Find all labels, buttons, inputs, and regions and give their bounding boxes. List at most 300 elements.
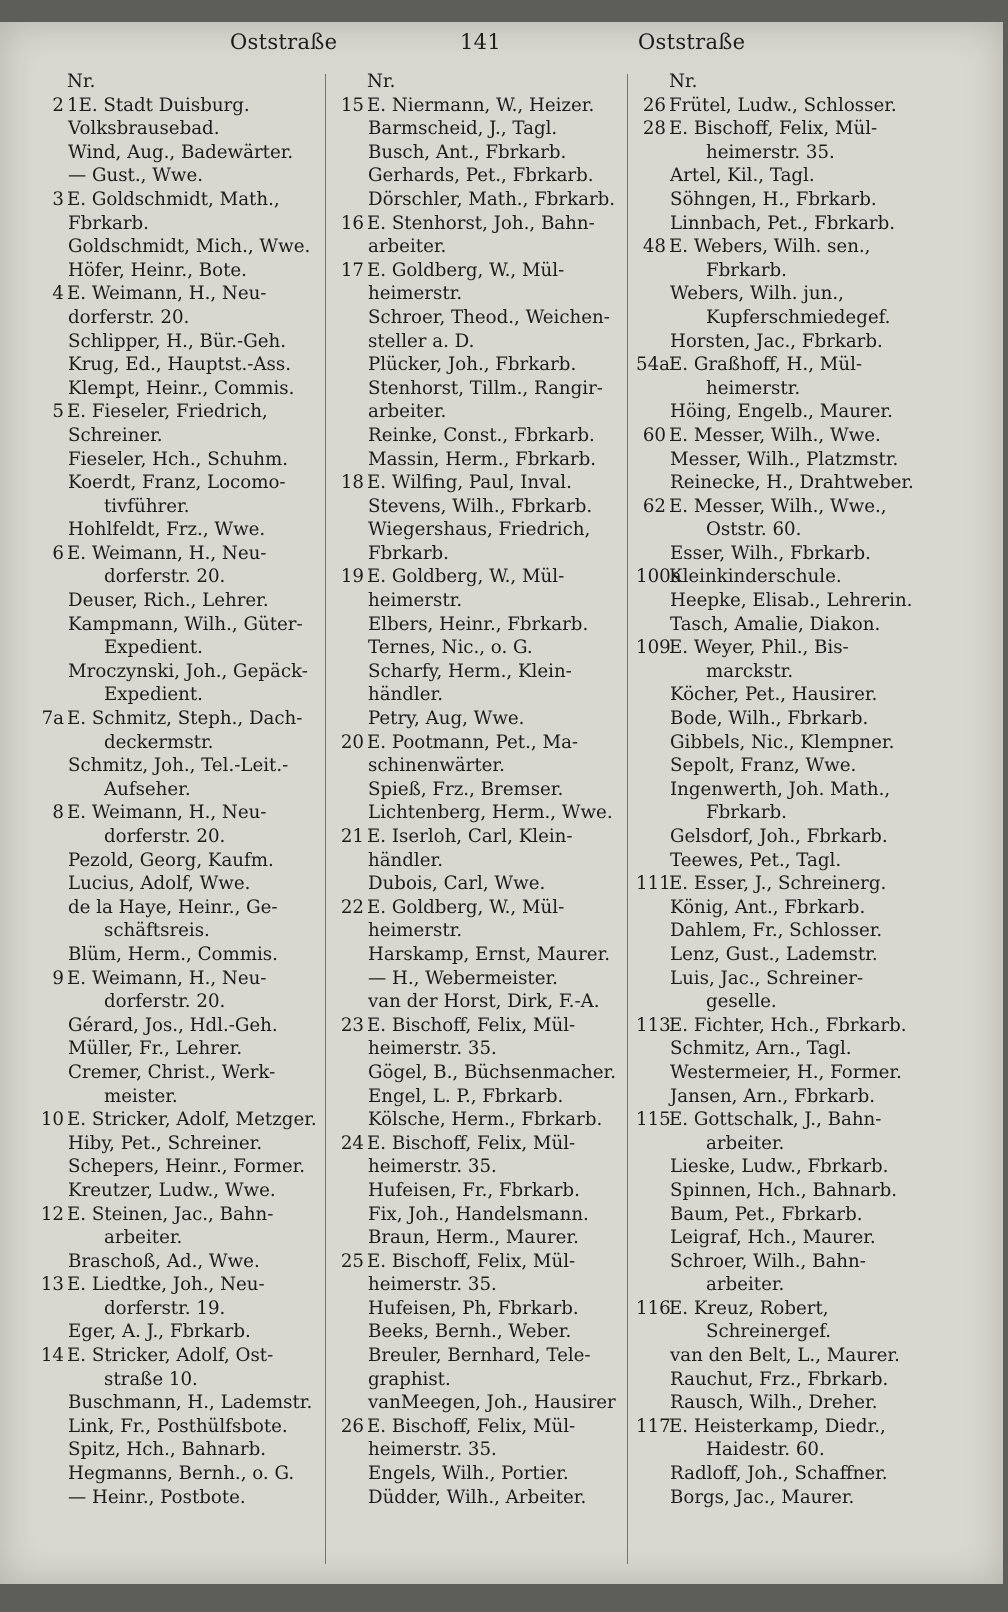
directory-line bbox=[34, 306, 324, 330]
entry-text: Dörschler, Math., Fbrkarb. bbox=[368, 188, 616, 210]
house-number: 12 bbox=[40, 1203, 64, 1225]
directory-line bbox=[34, 353, 324, 377]
entry-text: Beeks, Bernh., Weber. bbox=[368, 1321, 572, 1343]
entry-text: E. Messer, Wilh., Wwe. bbox=[669, 424, 881, 446]
entry-text: Plücker, Joh., Fbrkarb. bbox=[368, 354, 577, 376]
directory-line bbox=[334, 967, 624, 991]
entry-text: dorferstr. 20. bbox=[104, 826, 226, 847]
entry-text: Buschmann, H., Lademstr. bbox=[68, 1392, 313, 1414]
directory-line bbox=[34, 400, 324, 424]
entry-text: Dahlem, Fr., Schlosser. bbox=[670, 920, 883, 942]
directory-line bbox=[34, 660, 324, 684]
entry-text: Nr. bbox=[367, 71, 396, 92]
directory-line bbox=[636, 94, 926, 118]
directory-line bbox=[34, 1061, 324, 1085]
house-number: 62 bbox=[642, 495, 666, 517]
entry-text: Scharfy, Herm., Klein- bbox=[368, 660, 572, 682]
directory-line bbox=[334, 1368, 624, 1392]
directory-line bbox=[334, 589, 624, 613]
entry-text: Klempt, Heinr., Commis. bbox=[68, 377, 295, 399]
entry-text: E. Stricker, Adolf, Ost- bbox=[67, 1345, 274, 1367]
entry-text: Sepolt, Franz, Wwe. bbox=[670, 755, 857, 777]
entry-text: Kampmann, Wilh., Güter- bbox=[68, 613, 303, 635]
header-street-left: Oststraße bbox=[230, 30, 338, 54]
entry-text: E. Weimann, H., Neu- bbox=[67, 802, 267, 824]
directory-line bbox=[34, 1226, 324, 1250]
page-number: 141 bbox=[460, 30, 501, 54]
entry-text: E. Kreuz, Robert, bbox=[669, 1297, 829, 1319]
house-number: 3 bbox=[52, 188, 64, 210]
entry-text: E. Stenhorst, Joh., Bahn- bbox=[367, 212, 595, 234]
directory-line bbox=[34, 1320, 324, 1344]
directory-line bbox=[334, 1438, 624, 1462]
directory-line bbox=[334, 1297, 624, 1321]
entry-text: arbeiter. bbox=[368, 401, 447, 423]
directory-line bbox=[34, 282, 324, 306]
directory-line bbox=[636, 1438, 926, 1462]
directory-line bbox=[636, 589, 926, 613]
entry-text: Schreinergef. bbox=[706, 1321, 832, 1343]
directory-line bbox=[636, 990, 926, 1014]
entry-text: Braschoß, Ad., Wwe. bbox=[68, 1250, 260, 1272]
entry-text: Massin, Herm., Fbrkarb. bbox=[368, 448, 597, 470]
directory-line bbox=[334, 778, 624, 802]
directory-line bbox=[334, 1462, 624, 1486]
entry-text: Bode, Wilh., Fbrkarb. bbox=[670, 708, 869, 730]
directory-line bbox=[636, 707, 926, 731]
entry-text: E. Graßhoff, H., Mül- bbox=[669, 354, 863, 376]
directory-line bbox=[334, 1085, 624, 1109]
entry-text: Hohlfeldt, Frz., Wwe. bbox=[68, 519, 266, 541]
entry-text: Schlipper, H., Bür.-Geh. bbox=[68, 330, 286, 352]
entry-text: E. Weimann, H., Neu- bbox=[67, 967, 267, 989]
directory-line bbox=[334, 872, 624, 896]
directory-line bbox=[636, 141, 926, 165]
entry-text: Söhngen, H., Fbrkarb. bbox=[670, 188, 877, 210]
directory-line bbox=[636, 1320, 926, 1344]
entry-text: heimerstr. 35. bbox=[368, 1439, 497, 1461]
entry-text: Lieske, Ludw., Fbrkarb. bbox=[670, 1156, 889, 1178]
directory-line bbox=[34, 117, 324, 141]
directory-line bbox=[334, 471, 624, 495]
house-number: 22 bbox=[340, 896, 364, 918]
directory-line bbox=[334, 754, 624, 778]
directory-line bbox=[636, 919, 926, 943]
entry-text: E. Gottschalk, J., Bahn- bbox=[669, 1109, 882, 1131]
directory-line bbox=[636, 235, 926, 259]
entry-text: E. Goldberg, W., Mül- bbox=[367, 566, 565, 588]
entry-text: Heepke, Elisab., Lehrerin. bbox=[670, 590, 913, 612]
entry-text: Lenz, Gust., Lademstr. bbox=[670, 943, 878, 965]
house-number: 60 bbox=[642, 424, 666, 446]
entry-text: E. Goldberg, W., Mül- bbox=[367, 259, 565, 281]
directory-line bbox=[636, 1344, 926, 1368]
entry-text: Fbrkarb. bbox=[706, 259, 787, 281]
entry-text: E. Schmitz, Steph., Dach- bbox=[67, 708, 303, 730]
house-number: 48 bbox=[642, 236, 666, 258]
entry-text: Braun, Herm., Maurer. bbox=[368, 1227, 579, 1249]
directory-line bbox=[636, 1061, 926, 1085]
column-3 bbox=[636, 70, 926, 1509]
entry-text: E. Heisterkamp, Diedr., bbox=[669, 1415, 886, 1437]
entry-text: Borgs, Jac., Maurer. bbox=[670, 1486, 855, 1508]
entry-text: E. Pootmann, Pet., Ma- bbox=[367, 731, 579, 753]
entry-text: Lichtenberg, Herm., Wwe. bbox=[368, 802, 613, 824]
entry-text: E. Liedtke, Joh., Neu- bbox=[67, 1274, 265, 1296]
entry-text: Nr. bbox=[669, 71, 698, 92]
entry-text: händler. bbox=[368, 849, 443, 871]
directory-line bbox=[34, 1250, 324, 1274]
directory-line bbox=[34, 1368, 324, 1392]
entry-text: heimerstr. 35. bbox=[368, 1274, 497, 1296]
directory-line bbox=[636, 801, 926, 825]
house-number: 26 bbox=[642, 94, 666, 116]
entry-text: Engel, L. P., Fbrkarb. bbox=[368, 1085, 564, 1107]
entry-text: Spieß, Frz., Bremser. bbox=[368, 778, 564, 800]
house-number: 100a bbox=[636, 566, 682, 588]
house-number: 21 bbox=[340, 826, 364, 847]
entry-text: Fieseler, Hch., Schuhm. bbox=[68, 448, 289, 470]
house-number: 116 bbox=[636, 1297, 671, 1319]
entry-text: heimerstr. bbox=[368, 590, 463, 612]
directory-line bbox=[34, 164, 324, 188]
directory-line bbox=[334, 636, 624, 660]
entry-text: Harskamp, Ernst, Maurer. bbox=[368, 943, 611, 965]
directory-line bbox=[34, 424, 324, 448]
directory-line bbox=[636, 1368, 926, 1392]
directory-line bbox=[34, 1085, 324, 1109]
entry-text: Reinecke, H., Drahtweber. bbox=[670, 472, 914, 494]
directory-line bbox=[334, 1155, 624, 1179]
entry-text: Expedient. bbox=[104, 684, 203, 706]
directory-line bbox=[34, 471, 324, 495]
directory-line bbox=[334, 212, 624, 236]
entry-text: E. Steinen, Jac., Bahn- bbox=[67, 1203, 274, 1225]
directory-line bbox=[34, 330, 324, 354]
entry-text: dorferstr. 20. bbox=[104, 566, 226, 588]
entry-text: E. Bischoff, Felix, Mül- bbox=[367, 1415, 576, 1437]
directory-line bbox=[334, 707, 624, 731]
entry-text: Gibbels, Nic., Klempner. bbox=[670, 731, 895, 753]
house-number: 19 bbox=[340, 566, 364, 588]
entry-text: Messer, Wilh., Platzmstr. bbox=[670, 448, 899, 470]
directory-line bbox=[334, 141, 624, 165]
house-number: 15 bbox=[340, 94, 364, 116]
directory-line bbox=[334, 660, 624, 684]
entry-text: Höfer, Heinr., Bote. bbox=[68, 259, 247, 281]
entry-text: schinenwärter. bbox=[368, 755, 505, 777]
entry-text: Ternes, Nic., o. G. bbox=[368, 637, 533, 659]
entry-text: E. Wilfing, Paul, Inval. bbox=[367, 472, 572, 494]
entry-text: arbeiter. bbox=[368, 236, 447, 258]
entry-text: Teewes, Pet., Tagl. bbox=[670, 849, 842, 871]
directory-line bbox=[334, 1415, 624, 1439]
house-number: 5 bbox=[52, 401, 64, 423]
directory-line bbox=[34, 1203, 324, 1227]
entry-text: Dubois, Carl, Wwe. bbox=[368, 873, 546, 895]
directory-line bbox=[34, 1415, 324, 1439]
directory-line bbox=[636, 542, 926, 566]
directory-line bbox=[636, 1179, 926, 1203]
header-street-right: Oststraße bbox=[638, 30, 746, 54]
entry-text: Hegmanns, Bernh., o. G. bbox=[68, 1463, 295, 1485]
directory-line bbox=[636, 353, 926, 377]
entry-text: Schepers, Heinr., Former. bbox=[68, 1156, 306, 1178]
entry-text: dorferstr. 20. bbox=[68, 306, 190, 328]
entry-text: Goldschmidt, Mich., Wwe. bbox=[68, 236, 311, 258]
entry-text: Baum, Pet., Fbrkarb. bbox=[670, 1203, 863, 1225]
directory-line bbox=[636, 1108, 926, 1132]
entry-text: Hufeisen, Fr., Fbrkarb. bbox=[368, 1179, 580, 1201]
entry-text: Mroczynski, Joh., Gepäck- bbox=[68, 660, 308, 682]
entry-text: van den Belt, L., Maurer. bbox=[670, 1345, 900, 1367]
entry-text: deckermstr. bbox=[104, 731, 214, 753]
directory-line bbox=[34, 967, 324, 991]
directory-line bbox=[34, 1179, 324, 1203]
entry-text: E. Messer, Wilh., Wwe., bbox=[669, 495, 887, 517]
directory-line bbox=[636, 943, 926, 967]
entry-text: Rausch, Wilh., Dreher. bbox=[670, 1392, 878, 1414]
directory-line bbox=[34, 1155, 324, 1179]
directory-line bbox=[334, 1320, 624, 1344]
entry-text: Link, Fr., Posthülfsbote. bbox=[68, 1415, 288, 1437]
house-number: 7a bbox=[41, 708, 64, 730]
directory-line bbox=[636, 188, 926, 212]
entry-text: E. Stricker, Adolf, Metzger. bbox=[67, 1109, 317, 1131]
directory-line bbox=[334, 424, 624, 448]
directory-line bbox=[334, 1391, 624, 1415]
directory-line bbox=[34, 1438, 324, 1462]
entry-text: Deuser, Rich., Lehrer. bbox=[68, 590, 269, 612]
directory-line bbox=[636, 117, 926, 141]
directory-line bbox=[636, 70, 926, 94]
house-number: 117 bbox=[636, 1415, 671, 1437]
entry-text: dorferstr. 20. bbox=[104, 991, 226, 1013]
directory-line bbox=[636, 1273, 926, 1297]
directory-line bbox=[34, 990, 324, 1014]
directory-line bbox=[636, 377, 926, 401]
directory-line bbox=[636, 731, 926, 755]
entry-text: Düdder, Wilh., Arbeiter. bbox=[368, 1486, 587, 1508]
directory-line bbox=[34, 94, 324, 118]
directory-line bbox=[34, 518, 324, 542]
entry-text: arbeiter. bbox=[706, 1132, 785, 1154]
directory-line bbox=[334, 990, 624, 1014]
house-number: 23 bbox=[340, 1014, 364, 1036]
entry-text: Webers, Wilh. jun., bbox=[670, 283, 844, 305]
entry-text: E. Goldschmidt, Math., bbox=[67, 188, 280, 210]
directory-line bbox=[34, 636, 324, 660]
directory-line bbox=[636, 1132, 926, 1156]
entry-text: Müller, Fr., Lehrer. bbox=[68, 1038, 243, 1060]
entry-text: Kölsche, Herm., Fbrkarb. bbox=[368, 1109, 603, 1131]
directory-line bbox=[334, 1250, 624, 1274]
directory-line bbox=[636, 1250, 926, 1274]
entry-text: van der Horst, Dirk, F.-A. bbox=[368, 991, 600, 1013]
house-number: 8 bbox=[52, 802, 64, 824]
directory-line bbox=[334, 518, 624, 542]
entry-text: Reinke, Const., Fbrkarb. bbox=[368, 424, 595, 446]
entry-text: König, Ant., Fbrkarb. bbox=[670, 896, 866, 918]
entry-text: — Gust., Wwe. bbox=[68, 165, 204, 187]
house-number: 18 bbox=[340, 472, 364, 494]
entry-text: E. Iserloh, Carl, Klein- bbox=[367, 826, 573, 847]
column-2 bbox=[334, 70, 624, 1509]
entry-text: marckstr. bbox=[706, 660, 794, 682]
entry-text: arbeiter. bbox=[706, 1274, 785, 1296]
entry-text: Kreutzer, Ludw., Wwe. bbox=[68, 1179, 276, 1201]
entry-text: E. Fichter, Hch., Fbrkarb. bbox=[669, 1014, 907, 1036]
directory-line bbox=[334, 565, 624, 589]
directory-line bbox=[34, 1132, 324, 1156]
entry-text: Hiby, Pet., Schreiner. bbox=[68, 1132, 263, 1154]
directory-line bbox=[334, 1203, 624, 1227]
house-number: 2 bbox=[52, 94, 64, 116]
directory-line bbox=[334, 306, 624, 330]
house-number: 109 bbox=[636, 637, 671, 659]
directory-line bbox=[636, 660, 926, 684]
entry-text: händler. bbox=[368, 684, 443, 706]
directory-line bbox=[636, 565, 926, 589]
entry-text: Wind, Aug., Badewärter. bbox=[68, 141, 294, 163]
entry-text: Hufeisen, Ph, Fbrkarb. bbox=[368, 1297, 579, 1319]
directory-line bbox=[636, 1155, 926, 1179]
directory-line bbox=[636, 448, 926, 472]
directory-line bbox=[34, 801, 324, 825]
directory-line bbox=[34, 1108, 324, 1132]
entry-text: Spitz, Hch., Bahnarb. bbox=[68, 1439, 267, 1461]
directory-line bbox=[34, 1486, 324, 1510]
directory-line bbox=[636, 1462, 926, 1486]
entry-text: dorferstr. 19. bbox=[104, 1297, 226, 1319]
entry-text: E. Bischoff, Felix, Mül- bbox=[367, 1014, 576, 1036]
directory-line bbox=[34, 1462, 324, 1486]
house-number: 113 bbox=[636, 1014, 671, 1036]
directory-line bbox=[636, 1014, 926, 1038]
entry-text: Höing, Engelb., Maurer. bbox=[670, 401, 893, 423]
directory-line bbox=[34, 70, 324, 94]
entry-text: Pezold, Georg, Kaufm. bbox=[68, 849, 274, 871]
directory-line bbox=[34, 1273, 324, 1297]
directory-line bbox=[334, 801, 624, 825]
directory-line bbox=[334, 400, 624, 424]
directory-line bbox=[334, 1132, 624, 1156]
entry-text: Gérard, Jos., Hdl.-Geh. bbox=[68, 1014, 278, 1036]
directory-line bbox=[334, 495, 624, 519]
entry-text: Jansen, Arn., Fbrkarb. bbox=[670, 1085, 876, 1107]
directory-line bbox=[34, 377, 324, 401]
entry-text: heimerstr. bbox=[368, 920, 463, 942]
directory-line bbox=[636, 1391, 926, 1415]
directory-line bbox=[636, 613, 926, 637]
directory-line bbox=[34, 448, 324, 472]
directory-line bbox=[636, 1203, 926, 1227]
entry-text: 1E. Stadt Duisburg. bbox=[67, 94, 250, 116]
directory-line bbox=[334, 1226, 624, 1250]
entry-text: heimerstr. bbox=[706, 377, 801, 399]
directory-line bbox=[334, 683, 624, 707]
directory-line bbox=[334, 1486, 624, 1510]
directory-line bbox=[334, 70, 624, 94]
entry-text: Frütel, Ludw., Schlosser. bbox=[669, 94, 897, 116]
entry-text: E. Esser, J., Schreinerg. bbox=[669, 873, 887, 895]
entry-text: Fix, Joh., Handelsmann. bbox=[368, 1203, 589, 1225]
directory-line bbox=[34, 919, 324, 943]
entry-text: Petry, Aug, Wwe. bbox=[368, 708, 525, 730]
directory-line bbox=[334, 353, 624, 377]
directory-line bbox=[636, 495, 926, 519]
directory-line bbox=[34, 731, 324, 755]
entry-text: E. Bischoff, Felix, Mül- bbox=[669, 118, 878, 140]
entry-text: Esser, Wilh., Fbrkarb. bbox=[670, 542, 871, 564]
directory-line bbox=[34, 778, 324, 802]
directory-line bbox=[636, 872, 926, 896]
directory-line bbox=[334, 235, 624, 259]
entry-text: E. Bischoff, Felix, Mül- bbox=[367, 1132, 576, 1154]
entry-text: Spinnen, Hch., Bahnarb. bbox=[670, 1179, 898, 1201]
house-number: 13 bbox=[40, 1274, 64, 1296]
entry-text: Artel, Kil., Tagl. bbox=[670, 165, 815, 187]
directory-line bbox=[636, 896, 926, 920]
directory-line bbox=[636, 400, 926, 424]
directory-line bbox=[34, 141, 324, 165]
entry-text: heimerstr. bbox=[368, 283, 463, 305]
directory-line bbox=[334, 1179, 624, 1203]
entry-text: graphist. bbox=[368, 1368, 451, 1390]
directory-line bbox=[334, 542, 624, 566]
entry-text: Gelsdorf, Joh., Fbrkarb. bbox=[670, 826, 888, 847]
directory-line bbox=[636, 1226, 926, 1250]
directory-line bbox=[334, 94, 624, 118]
directory-line bbox=[636, 825, 926, 849]
entry-text: Leigraf, Hch., Maurer. bbox=[670, 1227, 876, 1249]
directory-line bbox=[334, 117, 624, 141]
entry-text: Fbrkarb. bbox=[706, 802, 787, 824]
directory-line bbox=[636, 306, 926, 330]
directory-line bbox=[34, 683, 324, 707]
directory-line bbox=[636, 849, 926, 873]
entry-text: E. Webers, Wilh. sen., bbox=[669, 236, 871, 258]
directory-line bbox=[334, 1014, 624, 1038]
entry-text: Tasch, Amalie, Diakon. bbox=[670, 613, 881, 635]
directory-line bbox=[34, 1391, 324, 1415]
directory-line bbox=[34, 542, 324, 566]
house-number: 25 bbox=[340, 1250, 364, 1272]
house-number: 14 bbox=[40, 1345, 64, 1367]
entry-text: Köcher, Pet., Hausirer. bbox=[670, 684, 878, 706]
directory-line bbox=[34, 1037, 324, 1061]
directory-line bbox=[334, 282, 624, 306]
entry-text: Schmitz, Joh., Tel.-Leit.- bbox=[68, 755, 289, 777]
entry-text: Kleinkinderschule. bbox=[669, 566, 842, 588]
directory-line bbox=[34, 613, 324, 637]
directory-line bbox=[34, 707, 324, 731]
entry-text: heimerstr. 35. bbox=[706, 141, 835, 163]
directory-line bbox=[334, 613, 624, 637]
entry-text: Elbers, Heinr., Fbrkarb. bbox=[368, 613, 589, 635]
entry-text: Nr. bbox=[67, 71, 96, 92]
entry-text: Blüm, Herm., Commis. bbox=[68, 943, 278, 965]
entry-text: Eger, A. J., Fbrkarb. bbox=[68, 1321, 251, 1343]
directory-line bbox=[636, 754, 926, 778]
entry-text: Schroer, Theod., Weichen- bbox=[368, 306, 610, 328]
entry-text: Rauchut, Frz., Fbrkarb. bbox=[670, 1368, 889, 1390]
entry-text: Gerhards, Pet., Fbrkarb. bbox=[368, 165, 594, 187]
directory-line bbox=[34, 849, 324, 873]
directory-line bbox=[34, 896, 324, 920]
directory-line bbox=[636, 330, 926, 354]
directory-line bbox=[34, 1297, 324, 1321]
